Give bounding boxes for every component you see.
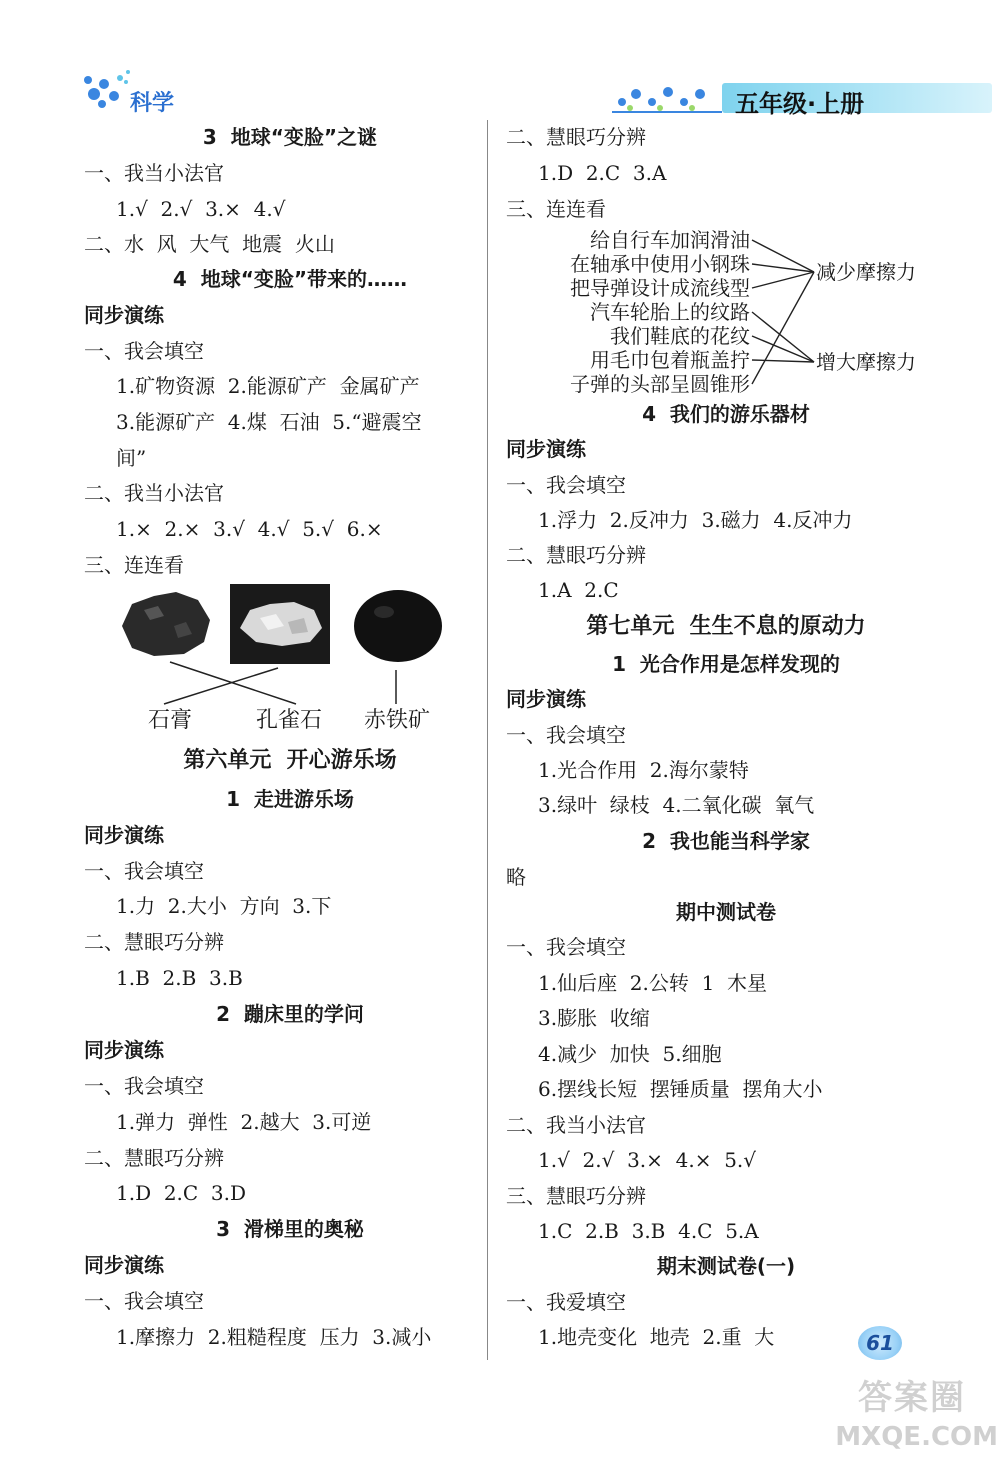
question-heading: 一、我会填空 bbox=[84, 859, 204, 883]
question-heading: 一、我会填空 bbox=[506, 473, 626, 497]
answer-line: 1.A 2.C bbox=[538, 578, 619, 602]
unit-heading: 第七单元 生生不息的原动力 bbox=[586, 614, 866, 639]
section-heading: 2 蹦床里的学问 bbox=[216, 1002, 364, 1026]
watermark-logo: 答案圈 bbox=[858, 1378, 966, 1418]
question-heading: 三、慧眼巧分辨 bbox=[506, 1184, 646, 1208]
practice-heading: 同步演练 bbox=[84, 1253, 164, 1277]
question-heading: 二、水 风 大气 地震 火山 bbox=[84, 232, 335, 256]
unit-heading: 第六单元 开心游乐场 bbox=[183, 748, 397, 773]
section-heading: 3 滑梯里的奥秘 bbox=[216, 1217, 364, 1241]
answer-line: 3.绿叶 绿枝 4.二氧化碳 氧气 bbox=[538, 793, 815, 817]
question-heading: 一、我会填空 bbox=[506, 723, 626, 747]
answer-line: 1.C 2.B 3.B 4.C 5.A bbox=[538, 1219, 759, 1243]
mineral-label: 孔雀石 bbox=[256, 708, 323, 733]
answer-line: 1.浮力 2.反冲力 3.磁力 4.反冲力 bbox=[538, 508, 853, 532]
answer-line: 1.矿物资源 2.能源矿产 金属矿产 bbox=[116, 374, 420, 398]
answer-line: 4.减少 加快 5.细胞 bbox=[538, 1042, 722, 1066]
answer-line: 1.光合作用 2.海尔蒙特 bbox=[538, 758, 749, 782]
answer-line: 1.地壳变化 地壳 2.重 大 bbox=[538, 1325, 775, 1349]
column-divider bbox=[487, 120, 488, 1360]
answer-line: 1.D 2.C 3.A bbox=[538, 161, 667, 185]
answer-line: 1.√ 2.√ 3.× 4.× 5.√ bbox=[538, 1148, 757, 1172]
question-heading: 一、我会填空 bbox=[506, 935, 626, 959]
mineral-label: 赤铁矿 bbox=[364, 708, 431, 733]
question-heading: 二、慧眼巧分辨 bbox=[506, 543, 646, 567]
page-header bbox=[0, 0, 1000, 120]
minerals-matching bbox=[100, 580, 480, 740]
subject-title: 科学 bbox=[130, 91, 175, 116]
question-heading: 一、我爱填空 bbox=[506, 1290, 626, 1314]
answer-line: 1.D 2.C 3.D bbox=[116, 1181, 247, 1205]
matching-item: 把导弹设计成流线型 bbox=[570, 276, 750, 300]
answer-line: 1.弹力 弹性 2.越大 3.可逆 bbox=[116, 1110, 372, 1134]
matching-item: 子弹的头部呈圆锥形 bbox=[570, 372, 750, 396]
section-heading: 3 地球“变脸”之谜 bbox=[202, 125, 378, 149]
question-heading: 二、我当小法官 bbox=[84, 481, 224, 505]
section-heading: 4 地球“变脸”带来的…… bbox=[172, 267, 408, 291]
matching-target: 增大摩擦力 bbox=[816, 350, 916, 374]
question-heading: 二、慧眼巧分辨 bbox=[84, 1146, 224, 1170]
question-heading: 一、我当小法官 bbox=[84, 161, 224, 185]
matching-lines bbox=[520, 228, 940, 398]
answer-line: 略 bbox=[506, 865, 526, 889]
matching-item: 我们鞋底的花纹 bbox=[610, 324, 750, 348]
practice-heading: 同步演练 bbox=[506, 437, 586, 461]
answer-line: 1.摩擦力 2.粗糙程度 压力 3.减小 bbox=[116, 1325, 432, 1349]
practice-heading: 同步演练 bbox=[84, 303, 164, 327]
question-heading: 二、我当小法官 bbox=[506, 1113, 646, 1137]
answer-line: 1.力 2.大小 方向 3.下 bbox=[116, 894, 332, 918]
matching-target: 减少摩擦力 bbox=[816, 260, 916, 284]
question-heading: 三、连连看 bbox=[506, 197, 606, 221]
question-heading: 一、我会填空 bbox=[84, 1289, 204, 1313]
question-heading: 一、我会填空 bbox=[84, 339, 204, 363]
exam-heading: 期中测试卷 bbox=[676, 900, 776, 924]
answer-line: 3.能源矿产 4.煤 石油 5.“避震空 bbox=[116, 410, 422, 434]
question-heading: 二、慧眼巧分辨 bbox=[506, 125, 646, 149]
watermark-site: MXQE.COM bbox=[835, 1422, 998, 1452]
section-heading: 1 光合作用是怎样发现的 bbox=[612, 652, 840, 676]
section-heading: 1 走进游乐场 bbox=[226, 787, 354, 811]
matching-item: 汽车轮胎上的纹路 bbox=[590, 300, 750, 324]
matching-item: 在轴承中使用小钢珠 bbox=[570, 252, 750, 276]
practice-heading: 同步演练 bbox=[84, 1038, 164, 1062]
grade-label: 五年级·上册 bbox=[735, 90, 865, 118]
question-heading: 三、连连看 bbox=[84, 553, 184, 577]
question-heading: 二、慧眼巧分辨 bbox=[84, 930, 224, 954]
answer-line: 1.B 2.B 3.B bbox=[116, 966, 243, 990]
answer-line: 1.仙后座 2.公转 1 木星 bbox=[538, 971, 768, 995]
answer-line: 间” bbox=[116, 446, 147, 470]
answer-line: 3.膨胀 收缩 bbox=[538, 1006, 650, 1030]
section-heading: 4 我们的游乐器材 bbox=[642, 402, 810, 426]
watermark bbox=[835, 1370, 998, 1460]
answer-line: 1.√ 2.√ 3.× 4.√ bbox=[116, 197, 286, 221]
section-heading: 2 我也能当科学家 bbox=[642, 829, 810, 853]
practice-heading: 同步演练 bbox=[506, 687, 586, 711]
practice-heading: 同步演练 bbox=[84, 823, 164, 847]
answer-line: 6.摆线长短 摆锤质量 摆角大小 bbox=[538, 1077, 823, 1101]
page-number: 61 bbox=[858, 1326, 902, 1360]
exam-heading: 期末测试卷(一) bbox=[656, 1254, 796, 1278]
matching-item: 给自行车加润滑油 bbox=[590, 228, 750, 252]
question-heading: 一、我会填空 bbox=[84, 1074, 204, 1098]
friction-matching bbox=[520, 228, 940, 398]
answer-line: 1.× 2.× 3.√ 4.√ 5.√ 6.× bbox=[116, 517, 383, 541]
flower-border-icon bbox=[612, 78, 722, 116]
mineral-label: 石膏 bbox=[148, 708, 193, 733]
matching-item: 用毛巾包着瓶盖拧 bbox=[590, 348, 750, 372]
